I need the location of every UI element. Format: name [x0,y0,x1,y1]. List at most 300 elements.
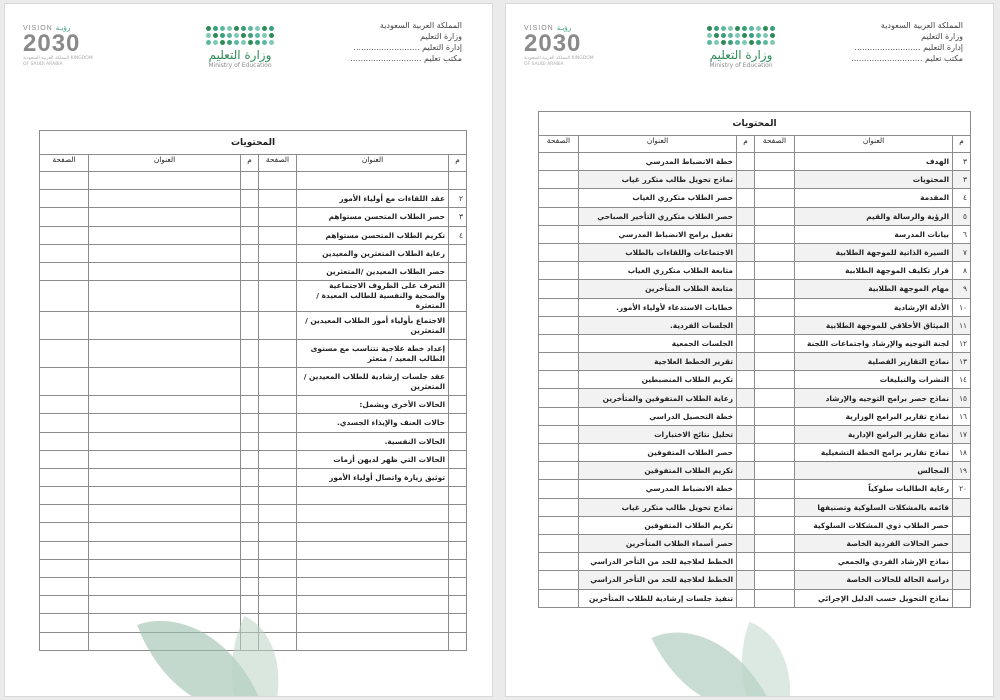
toc-title-cell [89,262,241,280]
toc-page-cell [259,468,297,486]
toc-page-cell [259,541,297,559]
toc-num-cell [449,468,467,486]
toc-num-cell [241,226,259,244]
toc-page-cell [539,407,579,425]
toc-page-cell [755,371,795,389]
toc-page-cell [259,559,297,577]
toc-title-cell [297,523,449,541]
toc-page-cell [40,368,89,396]
toc-page-cell [40,244,89,262]
toc-num-cell [241,340,259,368]
toc-title-cell: الرؤية والرسالة والقيم [795,207,953,225]
toc-title-cell: الحالات الأخرى ويشمل: [297,396,449,414]
toc-title-cell: تنفيذ جلسات إرشادية للطلاب المتأخرين [579,589,737,607]
toc-page-cell [755,407,795,425]
toc-num-cell [737,334,755,352]
toc-title-cell [89,281,241,312]
table-row [539,153,971,171]
vision-year: 2030 [524,30,582,57]
toc-title-cell [89,340,241,368]
toc-title-cell: الاجتماع بأولياء أمور الطلاب المعيدين / المتعثرين [297,312,449,340]
toc-title-cell: المجالس [795,462,953,480]
ministry-label: وزارة التعليم [921,32,963,41]
toc-title-cell: المحتويات [795,171,953,189]
toc-num-cell [449,614,467,632]
toc-title-cell [297,596,449,614]
toc-title-cell [89,396,241,414]
moe-logo-english: Ministry of Education [208,62,272,69]
toc-title-cell: خطة الانضباط المدرسي [579,153,737,171]
toc-title-cell: نماذج الإرشاد الفردي والجمعي [795,553,953,571]
toc-num-cell [737,516,755,534]
header-text [322,20,462,64]
toc-num-cell: ٣ [953,153,971,171]
toc-num-cell [737,498,755,516]
toc-num-cell: ٣ [449,208,467,226]
toc-title-cell: الاجتماعات واللقاءات بالطلاب [579,243,737,261]
toc-page-cell [755,280,795,298]
toc-num-cell [737,243,755,261]
table-row [539,498,971,516]
table-row [539,353,971,371]
toc-page-cell [755,389,795,407]
toc-page-cell [539,425,579,443]
toc-page-cell [755,571,795,589]
vision-subtitle: المملكة العربية السعودية KINGDOM OF SAUDI ARABIA [524,56,594,67]
toc-page-cell [755,444,795,462]
toc-num-cell [241,468,259,486]
toc-num-cell [449,368,467,396]
toc-num-cell: ١٥ [953,389,971,407]
toc-title-cell: حالات العنف والإيذاء الجسدي. [297,414,449,432]
toc-title-cell: الحالات النفسية. [297,432,449,450]
toc-title-cell: حصر الطلاب متكرري الغياب [579,189,737,207]
toc-caption: المحتويات [40,131,467,155]
table-row [539,262,971,280]
toc-title-cell: نماذج تحويل طالب متكرر غياب [579,171,737,189]
toc-page-cell [259,505,297,523]
table-row [40,340,467,368]
toc-num-cell [449,432,467,450]
toc-page-cell [755,207,795,225]
toc-num-cell [241,523,259,541]
table-row [40,312,467,340]
toc-page-cell [755,334,795,352]
toc-title-cell [89,432,241,450]
toc-page-cell [539,207,579,225]
toc-title-cell: بيانات المدرسة [795,225,953,243]
toc-title-cell: حصر الطلاب المعيدين /المتعثرين [297,262,449,280]
toc-num-cell [737,589,755,607]
toc-title-cell: إعداد خطة علاجية تتناسب مع مستوى الطالب المعيد / متعثر [297,340,449,368]
toc-page-cell [539,334,579,352]
toc-page-cell [539,480,579,498]
toc-num-cell [449,596,467,614]
table-row [539,316,971,334]
toc-page-cell [539,189,579,207]
toc-page-cell [539,371,579,389]
toc-num-cell [241,172,259,190]
toc-page-cell [259,368,297,396]
header-page: الصفحة [40,155,89,172]
table-row [40,396,467,414]
header-num: م [737,136,755,153]
toc-page-cell [259,208,297,226]
toc-num-cell [241,541,259,559]
toc-num-cell: ١٦ [953,407,971,425]
toc-title-cell: التعرف على الظروف الاجتماعية والصحية والنفسية للطالب المعيدة /المتعثرة [297,281,449,312]
moe-logo [190,26,290,70]
toc-title-cell: الخطط لعلاجية للحد من التأخر الدراسي [579,553,737,571]
toc-num-cell: ٢ [449,190,467,208]
table-row [539,243,971,261]
toc-num-cell [953,589,971,607]
kingdom-label: المملكة العربية السعودية [379,21,462,30]
toc-num-cell: ٤ [953,189,971,207]
toc-title-cell: نماذج تحويل طالب متكرر غياب [579,498,737,516]
header-num: م [449,155,467,172]
toc-page-cell [539,262,579,280]
header-page: الصفحة [539,136,579,153]
toc-page-cell [755,243,795,261]
toc-page-cell [539,516,579,534]
toc-title-cell [89,244,241,262]
toc-num-cell [449,172,467,190]
header-text [823,20,963,64]
toc-page-cell [259,414,297,432]
toc-caption: المحتويات [539,112,971,136]
table-row [40,432,467,450]
toc-num-cell [241,414,259,432]
toc-title-cell: خطابات الاستدعاء لأولياء الأمور. [579,298,737,316]
toc-title-cell [89,578,241,596]
toc-num-cell [449,340,467,368]
toc-title-cell [89,559,241,577]
toc-num-cell [737,571,755,589]
toc-page-cell [259,312,297,340]
toc-num-cell [737,389,755,407]
table-row [539,589,971,607]
header-page: الصفحة [259,155,297,172]
toc-num-cell [449,450,467,468]
toc-page-cell [755,316,795,334]
toc-num-cell [737,444,755,462]
toc-title-cell: مهام الموجهة الطلابية [795,280,953,298]
table-row [40,208,467,226]
toc-page-cell [40,226,89,244]
toc-page-cell [755,498,795,516]
toc-page-cell [539,153,579,171]
toc-title-cell: رعاية الطلاب المتفوقين والمتأخرين [579,389,737,407]
toc-title-cell: قرار تكليف الموجهة الطلابية [795,262,953,280]
toc-num-cell [737,189,755,207]
toc-page-cell [755,480,795,498]
toc-num-cell [737,407,755,425]
office-field: مكتب تعليم ............................ [851,54,963,63]
toc-num-cell [241,281,259,312]
table-row [539,280,971,298]
toc-num-cell: ٩ [953,280,971,298]
toc-num-cell [737,316,755,334]
toc-title-cell: خطة الانضباط المدرسي [579,480,737,498]
toc-title-cell: نماذج تقارير برامج الخطة التشغيلية [795,444,953,462]
header-num: م [241,155,259,172]
table-row [40,414,467,432]
table-row [40,450,467,468]
table-row [539,389,971,407]
toc-page-cell [755,534,795,552]
toc-title-cell [297,505,449,523]
toc-page-cell [539,589,579,607]
toc-page-cell [40,523,89,541]
toc-num-cell [241,244,259,262]
toc-title-cell [89,414,241,432]
vision-year: 2030 [23,30,81,57]
table-row [40,487,467,505]
toc-title-cell: عقد جلسات إرشادية للطلاب المعيدين / المتعثرين [297,368,449,396]
toc-num-cell: ٣ [953,171,971,189]
toc-title-cell: تكريم الطلاب المتفوقين [579,516,737,534]
kingdom-label: المملكة العربية السعودية [880,21,963,30]
toc-num-cell [737,262,755,280]
toc-page-cell [40,172,89,190]
table-row [40,559,467,577]
toc-title-cell [89,450,241,468]
table-row [40,368,467,396]
toc-num-cell: ٧ [953,243,971,261]
office-field: مكتب تعليم ............................ [350,54,462,63]
toc-page-cell [259,614,297,632]
moe-logo-arabic: وزارة التعليم [709,48,773,62]
header-title: العنوان [297,155,449,172]
toc-num-cell [241,578,259,596]
toc-page-cell [259,487,297,505]
toc-num-cell: ١١ [953,316,971,334]
toc-num-cell [449,281,467,312]
toc-title-cell: الهدف [795,153,953,171]
toc-title-cell: نماذج التقارير الفصلية [795,353,953,371]
toc-num-cell [737,553,755,571]
toc-page-cell [40,559,89,577]
toc-num-cell [737,371,755,389]
toc-page-cell [755,462,795,480]
toc-num-cell: ٦ [953,225,971,243]
toc-title-cell: حصر أسماء الطلاب المتأخرين [579,534,737,552]
toc-page-cell [40,632,89,650]
toc-title-cell: المقدمة [795,189,953,207]
table-row [40,281,467,312]
toc-num-cell [241,190,259,208]
toc-title-cell [297,578,449,596]
toc-page-cell [259,396,297,414]
toc-title-cell [89,468,241,486]
header-num: م [953,136,971,153]
toc-num-cell [449,312,467,340]
table-row [539,225,971,243]
toc-page-cell [40,262,89,280]
toc-num-cell [737,353,755,371]
toc-title-cell: نماذج تقارير البرامج الإدارية [795,425,953,443]
toc-title-cell [297,559,449,577]
toc-num-cell [241,487,259,505]
toc-title-cell: لجنة التوجيه والإرشاد واجتماعات اللجنة [795,334,953,352]
toc-title-cell: متابعة الطلاب المتأخرين [579,280,737,298]
toc-num-cell: ١٠ [953,298,971,316]
toc-num-cell [449,523,467,541]
toc-num-cell: ١٤ [953,371,971,389]
toc-title-cell: الخطط لعلاجية للحد من التأخر الدراسي [579,571,737,589]
toc-title-cell: حصر الطلاب متكرري التأخير الصباحي [579,207,737,225]
table-row [539,371,971,389]
toc-page-cell [755,589,795,607]
vision-2030-logo [524,24,594,68]
toc-title-cell: نماذج تقارير البرامج الوزارية [795,407,953,425]
toc-page-cell [755,171,795,189]
table-row [40,505,467,523]
toc-page-cell [40,208,89,226]
vision-label: VISION [23,25,53,32]
toc-page-cell [259,190,297,208]
toc-num-cell [241,450,259,468]
header-title: العنوان [579,136,737,153]
table-row [40,596,467,614]
moe-dots-icon [190,26,290,45]
toc-page-cell [755,153,795,171]
moe-logo-arabic: وزارة التعليم [208,48,272,62]
moe-logo [691,26,791,70]
toc-num-cell: ٤ [449,226,467,244]
toc-page-cell [755,553,795,571]
toc-num-cell [449,559,467,577]
toc-title-cell: تكريم الطلاب المتفوقين [579,462,737,480]
toc-num-cell [737,207,755,225]
toc-num-cell [449,244,467,262]
admin-field: إدارة التعليم .......................... [854,43,963,52]
toc-page-cell [40,578,89,596]
toc-page-cell [40,281,89,312]
toc-page-cell [259,596,297,614]
toc-title-cell: الحالات التي ظهر لديهن أزمات [297,450,449,468]
toc-title-cell [297,172,449,190]
toc-page-cell [539,498,579,516]
toc-page-cell [40,432,89,450]
toc-title-cell [297,632,449,650]
moe-logo-english: Ministry of Education [709,62,773,69]
toc-title-cell: حصر الحالات الفردية الخاصة [795,534,953,552]
table-row [40,523,467,541]
toc-page-cell [539,225,579,243]
header-title: العنوان [795,136,953,153]
header-title: العنوان [89,155,241,172]
table-row [539,207,971,225]
toc-page-cell [539,534,579,552]
toc-num-cell [737,280,755,298]
toc-page-cell [755,353,795,371]
table-row [40,578,467,596]
table-row [539,462,971,480]
toc-num-cell [449,487,467,505]
toc-page-cell [259,450,297,468]
toc-page-cell [539,353,579,371]
vision-arabic: رؤيـة [55,25,71,32]
table-row [539,425,971,443]
toc-title-cell: رعاية الطالبات سلوكياً [795,480,953,498]
table-row [40,262,467,280]
toc-page-cell [40,414,89,432]
toc-num-cell [449,632,467,650]
toc-title-cell [89,190,241,208]
toc-page-cell [259,340,297,368]
toc-title-cell: تفعيل برامج الانضباط المدرسي [579,225,737,243]
table-row [539,516,971,534]
toc-title-cell [89,487,241,505]
toc-page-cell [40,450,89,468]
toc-page-cell [539,171,579,189]
toc-title-cell [89,368,241,396]
toc-title-cell [89,541,241,559]
toc-page-cell [40,312,89,340]
table-row [539,298,971,316]
toc-num-cell [241,262,259,280]
toc-page-cell [755,225,795,243]
toc-page-cell [40,505,89,523]
toc-num-cell: ١٩ [953,462,971,480]
toc-num-cell [953,498,971,516]
toc-title-cell: عقد اللقاءات مع أولياء الأمور [297,190,449,208]
toc-page-cell [259,578,297,596]
toc-title-cell: الميثاق الأخلاقي للموجهة الطلابية [795,316,953,334]
toc-title-cell [89,505,241,523]
toc-num-cell [953,571,971,589]
table-row [40,226,467,244]
toc-title-cell: نماذج حصر برامج التوجيه والإرشاد [795,389,953,407]
toc-title-cell [89,208,241,226]
toc-page-cell [755,298,795,316]
table-row [539,407,971,425]
toc-page-cell [539,571,579,589]
toc-page-cell [755,425,795,443]
toc-num-cell [449,505,467,523]
vision-arabic: رؤيـة [556,25,572,32]
toc-title-cell: خطة التحصيل الدراسي [579,407,737,425]
table-row [539,189,971,207]
page-left [4,3,493,697]
table-row [40,190,467,208]
toc-title-cell: توثيق زيارة واتصال أولياء الأمور [297,468,449,486]
toc-num-cell: ١٢ [953,334,971,352]
toc-num-cell [241,432,259,450]
table-row [40,541,467,559]
table-row [539,444,971,462]
toc-num-cell [449,541,467,559]
toc-page-cell [259,432,297,450]
toc-title-cell: حصر الطلاب المتفوقين [579,444,737,462]
toc-page-cell [259,262,297,280]
toc-table-left [39,130,467,651]
toc-num-cell [449,414,467,432]
toc-num-cell [241,208,259,226]
table-row [539,553,971,571]
table-row [539,534,971,552]
table-row [539,480,971,498]
toc-title-cell: تحليل نتائج الاختبارات [579,425,737,443]
toc-title-cell: الأدلة الإرشادية [795,298,953,316]
toc-num-cell [737,298,755,316]
vision-subtitle: المملكة العربية السعودية KINGDOM OF SAUDI ARABIA [23,56,93,67]
toc-page-cell [755,262,795,280]
toc-num-cell [449,578,467,596]
toc-page-cell [755,516,795,534]
